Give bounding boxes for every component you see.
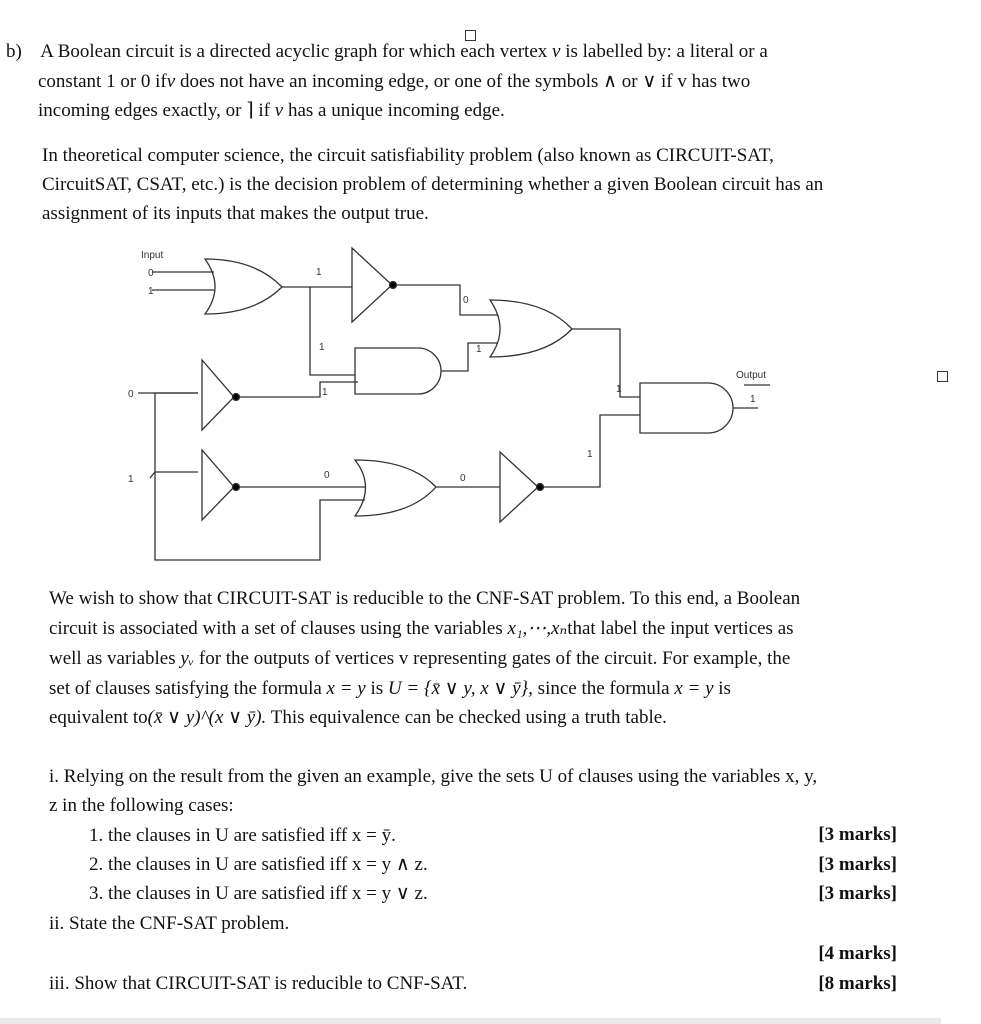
and-gate-1 bbox=[355, 348, 441, 394]
input-0-label: 0 bbox=[148, 268, 154, 279]
wire-value-and1-bottom: 1 bbox=[322, 387, 328, 398]
question-i-item-2: 2. the clauses in U are satisfied iff x = y ∧ z. bbox=[89, 854, 428, 875]
wire-value-final-top: 1 bbox=[616, 384, 622, 395]
csat-definition-line-1: In theoretical computer science, the circuit satisfiability problem (also known as CIRCUIT-SAT, bbox=[42, 145, 774, 166]
part-b-line-1: b) A Boolean circuit is a directed acyclic graph for which each vertex v is labelled by: a literal or a bbox=[6, 41, 768, 62]
question-ii: ii. State the CNF-SAT problem. bbox=[49, 913, 290, 934]
wire-value-or3-in: 0 bbox=[324, 470, 330, 481]
reduction-intro-line-1: We wish to show that CIRCUIT-SAT is reducible to the CNF-SAT problem. To this end, a Boolean bbox=[49, 588, 801, 609]
or-gate-2 bbox=[490, 300, 572, 357]
part-b-line-3: incoming edges exactly, or ⌉ if v has a unique incoming edge. bbox=[38, 100, 505, 121]
not-gate-left-bottom bbox=[202, 450, 234, 520]
and-gate-final bbox=[640, 383, 733, 433]
output-value: 1 bbox=[750, 394, 756, 405]
marks-iii: [8 marks] bbox=[818, 973, 897, 994]
wire-value-final-bottom: 1 bbox=[587, 449, 593, 460]
question-i-line-2: z in the following cases: bbox=[49, 795, 234, 816]
marks-item-1: [3 marks] bbox=[818, 824, 897, 845]
marks-ii: [4 marks] bbox=[818, 943, 897, 964]
marks-item-3: [3 marks] bbox=[818, 883, 897, 904]
not-gate-left-top bbox=[202, 360, 234, 430]
not-gate-bottom-right bbox=[500, 452, 538, 522]
left-input-1-label: 1 bbox=[128, 474, 134, 485]
wire-value-or2-bottom: 1 bbox=[476, 344, 482, 355]
question-i-line-1: i. Relying on the result from the given an example, give the sets U of clauses using the variables x, y, bbox=[49, 766, 818, 787]
question-i-item-3: 3. the clauses in U are satisfied iff x = y ∨ z. bbox=[89, 883, 428, 904]
or-gate-3 bbox=[355, 460, 436, 516]
bottom-edge bbox=[0, 1018, 941, 1024]
question-iii: iii. Show that CIRCUIT-SAT is reducible to CNF-SAT. bbox=[49, 973, 468, 994]
reduction-intro-line-5: equivalent to(x̄ ∨ y)^(x ∨ ȳ). This equivalence can be checked using a truth table. bbox=[49, 707, 667, 728]
reduction-intro-line-3: well as variables yᵥ for the outputs of vertices v representing gates of the circuit. For example, the bbox=[49, 648, 791, 669]
reduction-intro-line-2: circuit is associated with a set of clauses using the variables x₁,⋯,xₙthat label the input vertices as bbox=[49, 618, 794, 639]
wire-value-or3-out: 0 bbox=[460, 473, 466, 484]
csat-definition-line-2: CircuitSAT, CSAT, etc.) is the decision problem of determining whether a given Boolean circuit has an bbox=[42, 174, 824, 195]
wire-value-not1: 0 bbox=[463, 295, 469, 306]
input-label: Input bbox=[141, 250, 164, 261]
csat-definition-line-3: assignment of its inputs that makes the output true. bbox=[42, 203, 429, 224]
not-gate-top bbox=[352, 248, 392, 322]
or-gate-1 bbox=[205, 259, 282, 314]
wire-value-or1: 1 bbox=[316, 267, 322, 278]
left-input-0-label: 0 bbox=[128, 389, 134, 400]
input-1-label: 1 bbox=[148, 286, 154, 297]
marks-item-2: [3 marks] bbox=[818, 854, 897, 875]
part-b-line-2: constant 1 or 0 ifv does not have an incoming edge, or one of the symbols ∧ or ∨ if v has two bbox=[38, 71, 751, 92]
wire-value-and1-top: 1 bbox=[319, 342, 325, 353]
question-i-item-1: 1. the clauses in U are satisfied iff x = ȳ. bbox=[89, 825, 396, 846]
part-label: b) bbox=[6, 41, 22, 62]
output-label: Output bbox=[736, 370, 767, 381]
reduction-intro-line-4: set of clauses satisfying the formula x = y is U = {x̄ ∨ y, x ∨ ȳ}, since the formula x = y is bbox=[49, 678, 731, 699]
